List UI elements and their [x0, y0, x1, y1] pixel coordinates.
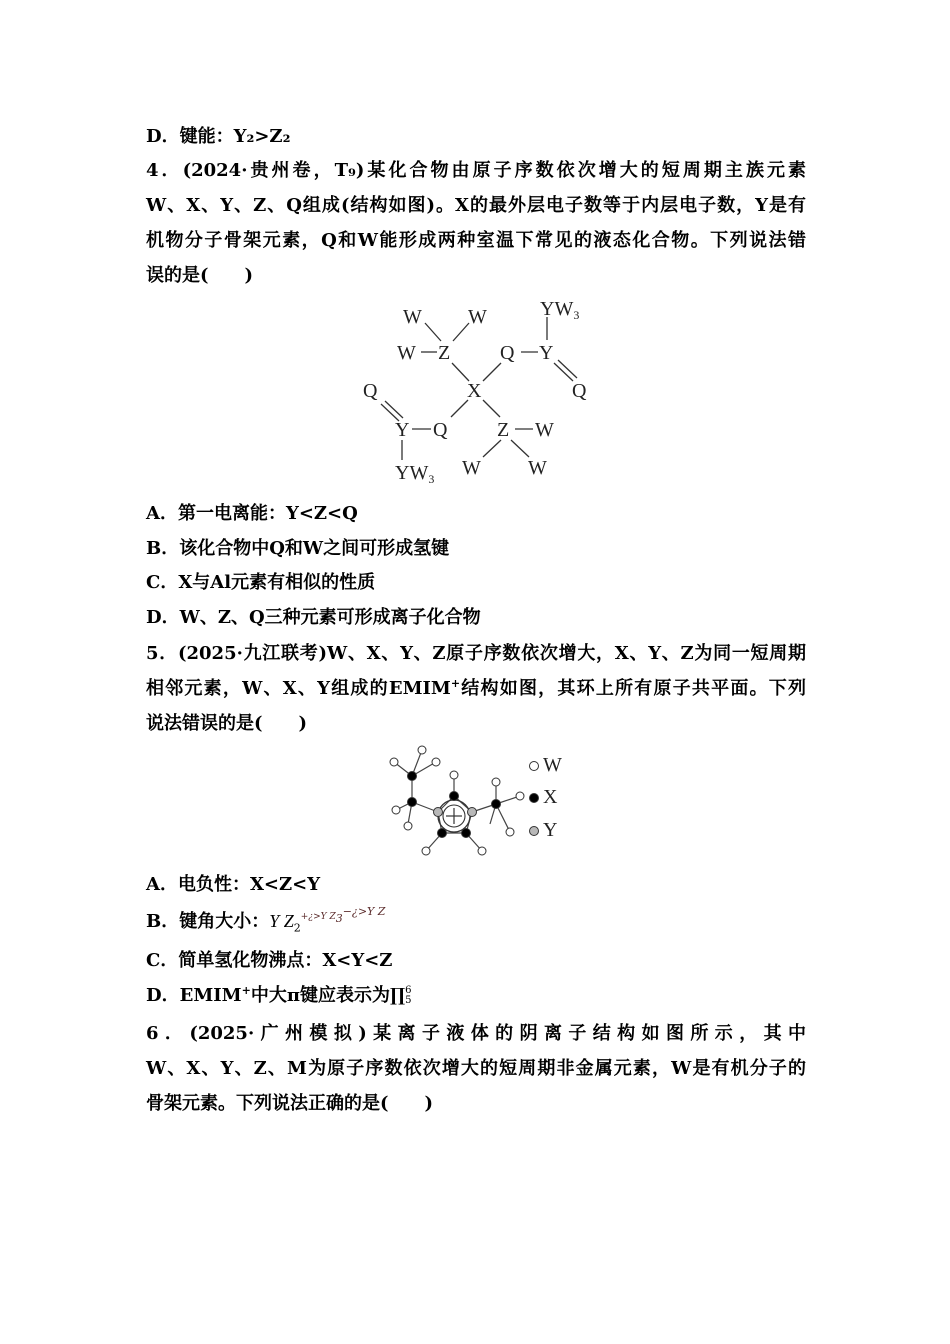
fig-atom-w: W	[397, 342, 416, 364]
fig-atom-y: Y	[395, 419, 410, 441]
fig-atom-z: Z	[497, 419, 510, 441]
fig-atom-w: W	[468, 306, 487, 328]
q4-option-d: D．W、Z、Q三种元素可形成离子化合物	[146, 607, 481, 628]
fig-atom-q: Q	[572, 380, 587, 402]
fig-atom-z: Z	[438, 342, 451, 364]
q4-structure-figure	[355, 293, 605, 493]
q5-emim-figure	[380, 740, 570, 864]
q4-stem-line2: W、X、Y、Z、Q组成(结构如图)。X的最外层电子数等于内层电子数，Y是有	[146, 195, 806, 216]
fig-group-yw3: $YW_3$	[540, 298, 580, 322]
legend-x-label: X	[543, 786, 558, 808]
q5-stem-line2: 相邻元素，W、X、Y组成的EMIM+结构如图，其环上所有原子共平面。下列	[146, 677, 806, 699]
q4-stem-line1: 4．(2024·贵州卷，T₉)某化合物由原子序数依次增大的短周期主族元素	[146, 160, 806, 181]
q5-option-c: C．简单氢化物沸点：X<Y<Z	[146, 950, 393, 971]
legend-x-marker	[530, 794, 539, 803]
q5-option-b: B．键角大小：Y $Z_2^{+¿>Y Z_3^{-¿>Y Z}}$	[146, 905, 386, 935]
q6-stem-line2: W、X、Y、Z、M为原子序数依次增大的短周期非金属元素，W是有机分子的	[146, 1058, 806, 1079]
q5-option-d: D．EMIM+中大π键应表示为∏ 6 5	[146, 984, 412, 1006]
legend-y-marker	[530, 827, 539, 836]
q4-stem-line3: 机物分子骨架元素，Q和W能形成两种室温下常见的液态化合物。下列说法错	[146, 230, 806, 251]
fig-atom-q: Q	[433, 419, 448, 441]
fig-atom-w: W	[535, 419, 554, 441]
q4-option-c: C．X与Al元素有相似的性质	[146, 572, 376, 593]
legend-w-label: W	[543, 754, 562, 776]
q5-stem-line1: 5．(2025·九江联考)W、X、Y、Z原子序数依次增大，X、Y、Z为同一短周期	[146, 643, 806, 664]
q4-option-b: B．该化合物中Q和W之间可形成氢键	[146, 538, 450, 559]
fig-atom-q: Q	[500, 342, 515, 364]
q5-option-a: A．电负性：X<Z<Y	[146, 874, 321, 895]
fig-atom-q: Q	[363, 380, 378, 402]
fig-atom-x: X	[467, 380, 482, 402]
fig-group-yw3: $YW_3$	[395, 462, 435, 486]
fig-atom-w: W	[403, 306, 422, 328]
q6-stem-line3: 骨架元素。下列说法正确的是( )	[146, 1093, 434, 1114]
q4-stem-line4: 误的是( )	[146, 265, 254, 286]
fig-atom-w: W	[462, 457, 481, 479]
q4-option-a: A．第一电离能：Y<Z<Q	[146, 503, 358, 524]
q6-stem-line1: 6．(2025·广州模拟)某离子液体的阴离子结构如图所示，其中	[146, 1023, 806, 1044]
q5-stem-line3: 说法错误的是( )	[146, 713, 308, 734]
legend-y-label: Y	[543, 819, 558, 841]
legend	[530, 754, 563, 841]
q3-option-d: D．键能：Y₂>Z₂	[146, 126, 291, 147]
fig-atom-w: W	[528, 457, 547, 479]
fig-atom-y: Y	[539, 342, 554, 364]
legend-w-marker	[530, 762, 539, 771]
